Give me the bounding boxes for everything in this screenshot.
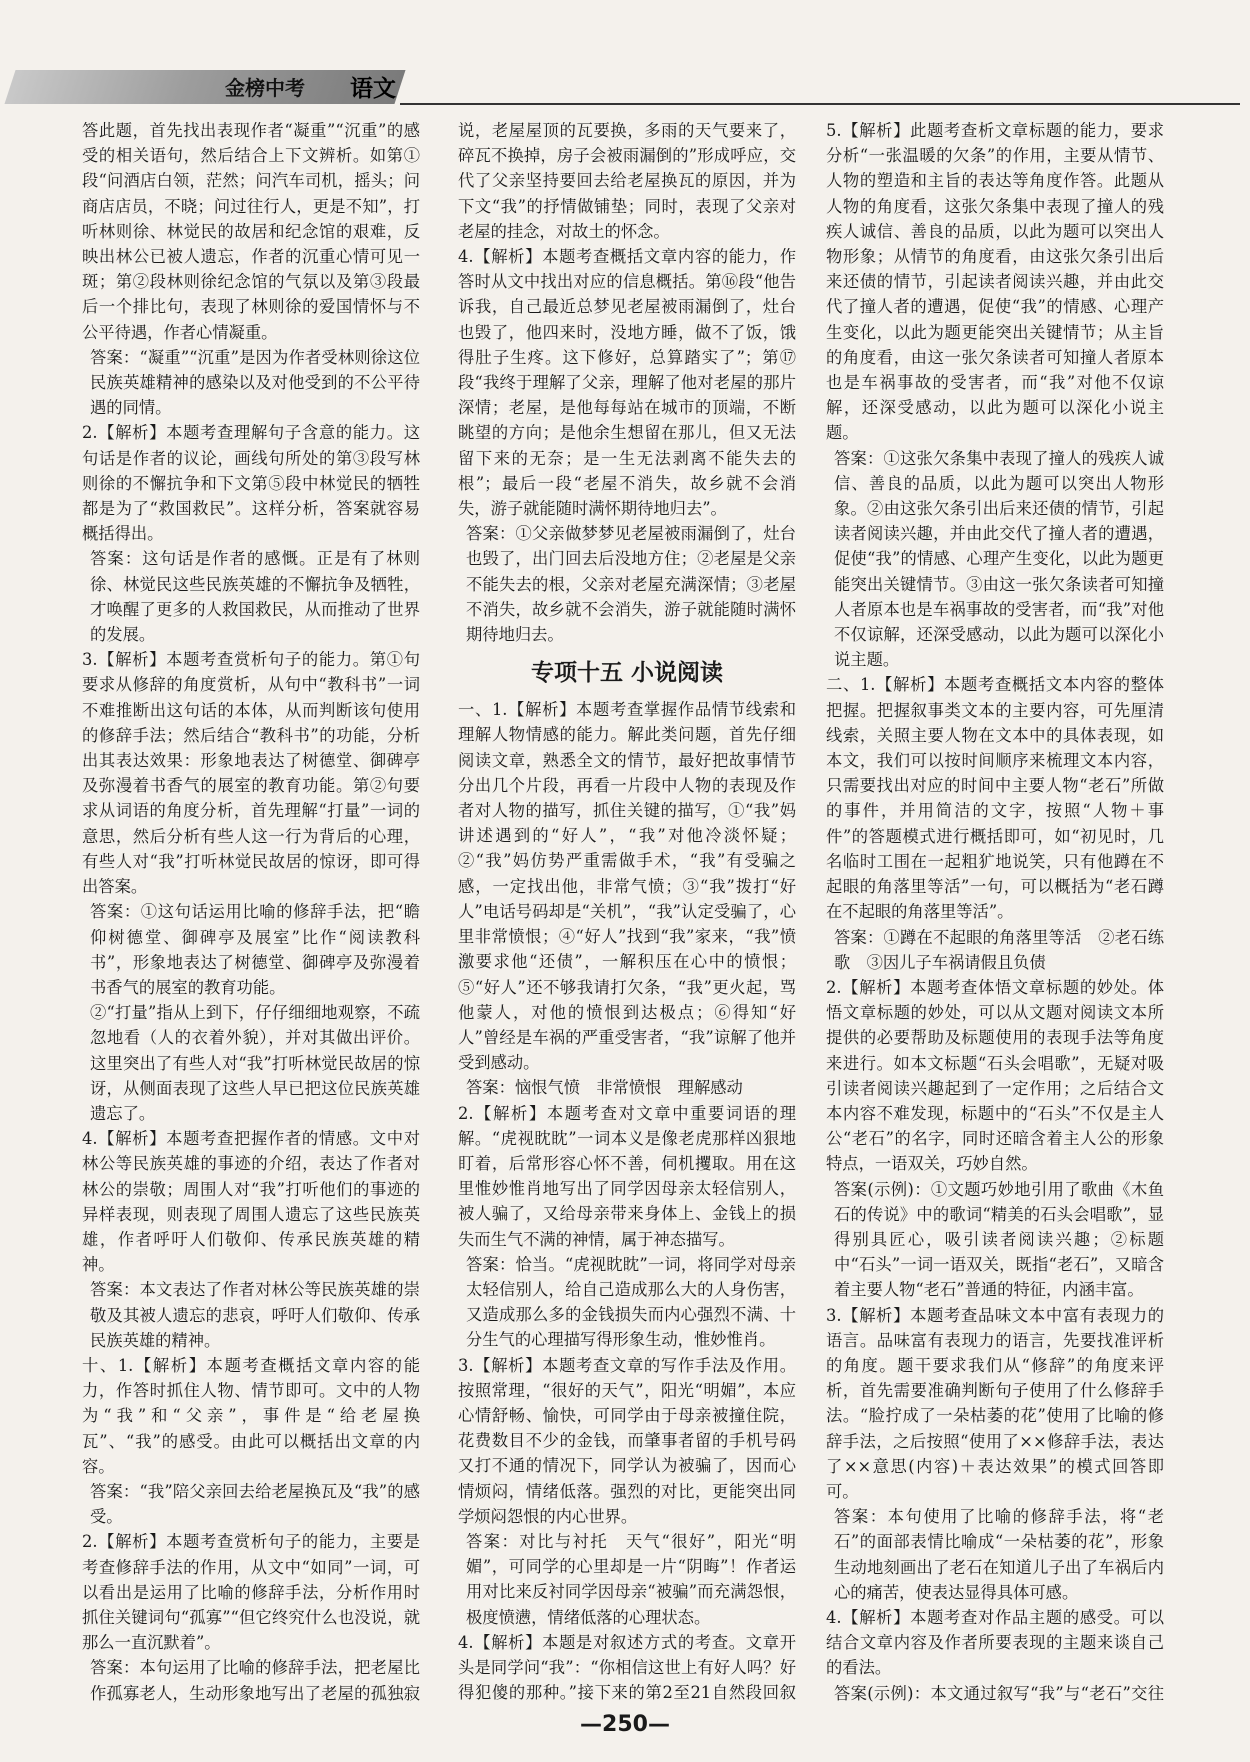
question-analysis: 十、1.【解析】本题考查概括文章内容的能力，作答时抓住人物、情节即可。文中的人物为“我”和“父亲”，事件是“给老屋换瓦”、“我”的感受。由此可以概括出文章的内容。 [82, 1355, 420, 1476]
question-analysis: 3.【解析】本题考查赏析句子的能力。第①句要求从修辞的角度赏析，从句中“教科书”一词不难推断出这句话的本体，从而判断该句使用的修辞手法；然后结合“教科书”的功能，分析出其表达效果：形象地表达了树德堂、御碑亭及弥漫着书香气的展室的教育功能。第②句要求从词语的角度分析，首先理解“打量”一词的意思，然后分析有些人这一行为背后的心理，有些人对“我”打听林觉民故居的惊讶，即可得出答案。 [82, 650, 420, 897]
answer-text: 答案：恰当。“虎视眈眈”一词，将同学对母亲太轻信别人，给自己造成那么大的人身伤害，又造成那么多的金钱损失而内心强烈不满、十分生气的心理描写得形象生动，惟妙惟肖。 [466, 1254, 796, 1350]
question-analysis: 4.【解析】本题考查概括文章内容的能力，作答时从文中找出对应的信息概括。第⑯段“他告诉我，自己最近总梦见老屋被雨漏倒了，灶台也毁了，他四来时，没地方睡，做不了饭，饿得肚子生疼。这下修好，总算踏实了”；第⑰段“我终于理解了父亲，理解了他对老屋的那片深情；老屋，是他每每站在城市的顶端，不断眺望的方向；是他余生想留在那儿，但又无法留下来的无奈；是一生无法剥离不能失去的根”；最后一段“老屋不消失，故乡就不会消失，游子就能随时满怀期待地归去”。 [458, 247, 796, 519]
question-analysis: 3.【解析】本题考查品味文本中富有表现力的语言。品味富有表现力的语言，先要找准评析的角度。题干要求我们从“修辞”的角度来评析，首先需要准确判断句子使用了什么修辞手法。“脸拧成了一朵枯萎的花”使用了比喻的修辞手法，之后按照“使用了××修辞手法，表达了××意思(内容)＋表达效果”的模式回答即可。 [826, 1305, 1164, 1501]
answer-explanation: 答此题，首先找出表现作者“凝重”“沉重”的感受的相关语句，然后结合上下文辨析。如第①段“问酒店白领，茫然；问汽车司机，摇头；问商店店员，不晓；问过往行人，更是不知”，打听林则徐、林觉民的故居和纪念馆的艰难，反映出林公已被人遗忘，作者的沉重心情可见一斑；第②段林则徐纪念馆的气氛以及第③段最后一个排比句，表现了林则徐的爱国情怀与不公平待遇，作者心情凝重。 [82, 121, 420, 342]
page-number: —250— [580, 1712, 670, 1737]
answer-text: 答案：①这句话运用比喻的修辞手法，把“瞻仰树德堂、御碑亭及展室”比作“阅读教科书”，形象地表达了树德堂、御碑亭及弥漫着书香气的展室的教育功能。 [90, 902, 420, 997]
question-analysis: 二、1.【解析】本题考查概括文本内容的整体把握。把握叙事类文本的主要内容，可先厘清线索，关照主要人物在文本中的具体表现，如本文，我们可以按时间顺序来梳理文本内容，只需要找出对应的时间中主要人物“老石”所做的事件，并用简洁的文字，按照“人物＋事件”的答题模式进行概括即可，如“初见时，几名临时工围在一起粗犷地说笑，只有他蹲在不起眼的角落里等活”一句，可以概括为“老石蹲在不起眼的角落里等活”。 [826, 675, 1164, 922]
answer-text: 答案(示例)：本文通过叙写“我”与“老石”交往 [834, 1683, 1164, 1703]
question-analysis: 2.【解析】本题考查体悟文章标题的妙处。体悟文章标题的妙处，可以从文题对阅读文本所提供的必要帮助及标题使用的表现手法等角度来进行。如本文标题“石头会唱歌”，无疑对吸引读者阅读兴趣起到了一定作用；之后结合文本内容不难发现，标题中的“石头”不仅是主人公“老石”的名字，同时还暗含着主人公的形象特点，一语双关，巧妙自然。 [826, 977, 1164, 1174]
column-left [82, 118, 420, 1703]
answer-text: 答案：对比与衬托 天气“很好”，阳光“明媚”，可同学的心里却是一片“阴晦”！作者运用对比来反衬同学因母亲“被骗”而充满怨恨，极度愤懑，情绪低落的心理状态。 [466, 1531, 796, 1627]
answer-text: 答案：本句运用了比喻的修辞手法，把老屋比作孤寡老人，生动形象地写出了老屋的孤独寂 [90, 1658, 420, 1703]
section-title: 专项十五 小说阅读 [530, 660, 723, 687]
subject-label: 语文 [350, 76, 396, 102]
question-analysis: 5.【解析】此题考查析文章标题的能力，要求分析“一张温暖的欠条”的作用，主要从情节、人物的塑造和主旨的表达等角度作答。此题从人物的角度看，这张欠条集中表现了撞人的残疾人诚信、善良的品质，以此为题可以突出人物形象；从情节的角度看，由这张欠条引出后来还债的情节，引起读者阅读兴趣，并由此交代了撞人者的遭遇，促使“我”的情感、心理产生变化，以此为题更能突出关键情节；从主旨的角度看，由这一张欠条读者可知撞人者原本也是车祸事故的受害者，而“我”对他不仅谅解，还深受感动，以此为题可以深化小说主题。 [826, 121, 1164, 443]
question-analysis: 2.【解析】本题考查赏析句子的能力，主要是考查修辞手法的作用，从文中“如同”一词，可以看出是运用了比喻的修辞手法，分析作用时抓住关键词句“孤寡”“但它终究什么也没说，就那么一直沉默着”。 [82, 1532, 420, 1653]
book-title: 金榜中考 [225, 76, 305, 100]
question-analysis: 3.【解析】本题考查文章的写作手法及作用。按照常理，“很好的天气”，阳光“明媚”，本应心情舒畅、愉快，可同学由于母亲被撞住院，花费数目不少的金钱，而肇事者留的手机号码又打不通的情况下，同学认为被骗了，因而心情烦闷，情绪低落。强烈的对比，更能突出同学烦闷怨恨的内心世界。 [458, 1355, 796, 1526]
answer-text: 答案：恼恨气愤 非常愤恨 理解感动 [466, 1078, 743, 1098]
column-middle [458, 118, 796, 1703]
answer-text: 答案：本句使用了比喻的修辞手法，将“老石”的面部表情比喻成“一朵枯萎的花”，形象生动地刻画出了老石在知道儿子出了车祸后内心的痛苦，使表达显得具体可感。 [834, 1507, 1164, 1602]
answer-text: 答案(示例)：①文题巧妙地引用了歌曲《木鱼石的传说》中的歌词“精美的石头会唱歌”，显得别具匠心，吸引读者阅读兴趣；②标题中“石头”一词一语双关，既指“老石”，又暗含着主要人物“老石”普通的特征，内涵丰富。 [834, 1179, 1164, 1300]
header-rule [400, 103, 1240, 105]
answer-text: 答案：这句话是作者的感慨。正是有了林则徐、林觉民这些民族英雄的不懈抗争及牺牲，才唤醒了更多的人救国救民，从而推动了世界的发展。 [90, 549, 420, 645]
answer-text: 答案：①蹲在不起眼的角落里等活 ②老石练歌 ③因儿子车祸请假且负债 [834, 927, 1164, 972]
question-analysis: 4.【解析】本题考查把握作者的情感。文中对林公等民族英雄的事迹的介绍，表达了作者对林公的崇敬；周围人对“我”打听他们的事迹的异样表现，则表现了周围人遗忘了这些民族英雄，作者呼吁人们敬仰、传承民族英雄的精神。 [82, 1129, 420, 1275]
answer-text: ②“打量”指从上到下，仔仔细细地观察，不疏忽地看（人的衣着外貌），并对其做出评价。这里突出了有些人对“我”打听林觉民故居的惊讶，从侧面表现了这些人早已把这位民族英雄遗忘了。 [90, 1003, 420, 1123]
answer-text: 答案：①这张欠条集中表现了撞人的残疾人诚信、善良的品质，以此为题可以突出人物形象。②由这张欠条引出后来还债的情节，引起读者阅读兴趣，并由此交代了撞人者的遭遇，促使“我”的情感、心理产生变化，以此为题更能突出关键情节。③由这一张欠条读者可知撞人者原本也是车祸事故的受害者，而“我”对他不仅谅解，还深受感动，以此为题可以深化小说主题。 [834, 448, 1164, 670]
question-analysis: 一、1.【解析】本题考查掌握作品情节线索和理解人物情感的能力。解此类问题，首先仔细阅读文章，熟悉全文的情节，最好把故事情节分出几个片段，再看一片段中人物的表现及作者对人物的描写，抓住关键的描写，①“我”妈讲述遇到的“好人”，“我”对他冷淡怀疑；②“我”妈仿势严重需做手术，“我”有受骗之感，一定找出他，非常气愤；③“我”拨打“好人”电话号码却是“关机”，“我”认定受骗了，心里非常愤恨；④“好人”找到“我”家来，“我”愤激要求他“还债”，一解积压在心中的愤恨；⑤“好人”还不够我请打欠条，“我”更火起，骂他蒙人，对他的愤恨到达极点；⑥得知“好人”曾经是车祸的严重受害者，“我”谅解了他并受到感动。 [458, 700, 796, 1073]
answer-continuation: 说，老屋屋顶的瓦要换，多雨的天气要来了，碎瓦不换掉，房子会被雨漏倒的”形成呼应，交代了父亲坚持要回去给老屋换瓦的原因，并为下文“我”的抒情做铺垫；同时，表现了父亲对老屋的挂念，对故土的怀念。 [458, 121, 796, 241]
question-analysis: 2.【解析】本题考查理解句子含意的能力。这句话是作者的议论，画线句所处的第③段写林则徐的不懈抗争和下文第⑤段中林觉民的牺牲都是为了“救国救民”。这样分析，答案就容易概括得出。 [82, 423, 420, 544]
question-analysis: 4.【解析】本题考查对作品主题的感受。可以结合文章内容及作者所要表现的主题来谈自己的看法。 [826, 1607, 1164, 1678]
answer-text: 答案：“凝重”“沉重”是因为作者受林则徐这位民族英雄精神的感染以及对他受到的不公平待遇的同情。 [90, 347, 420, 418]
column-right [826, 118, 1164, 1703]
question-analysis: 2.【解析】本题考查对文章中重要词语的理解。“虎视眈眈”一词本义是像老虎那样凶狠地盯着，后常形容心怀不善，伺机攫取。用在这里惟妙惟肖地写出了同学因母亲太轻信别人，被人骗了，又给母亲带来身体上、金钱上的损失而生气不满的神情，属于神态描写。 [458, 1103, 796, 1249]
header-banner [4, 70, 405, 104]
question-analysis: 4.【解析】本题是对叙述方式的考查。文章开头是同学问“我”：“你相信这世上有好人吗？好得犯傻的那种。”接下来的第2至21自然段回叙 [458, 1632, 796, 1703]
page-header [0, 0, 1250, 110]
answer-text: 答案：①父亲做梦梦见老屋被雨漏倒了，灶台也毁了，出门回去后没地方住；②老屋是父亲不能失去的根，父亲对老屋充满深情；③老屋不消失，故乡就不会消失，游子就能随时满怀期待地归去。 [466, 524, 796, 645]
answer-text: 答案：“我”陪父亲回去给老屋换瓦及“我”的感受。 [90, 1481, 420, 1527]
answer-text: 答案：本文表达了作者对林公等民族英雄的崇敬及其被人遗忘的悲哀，呼吁人们敬仰、传承民族英雄的精神。 [90, 1280, 420, 1350]
